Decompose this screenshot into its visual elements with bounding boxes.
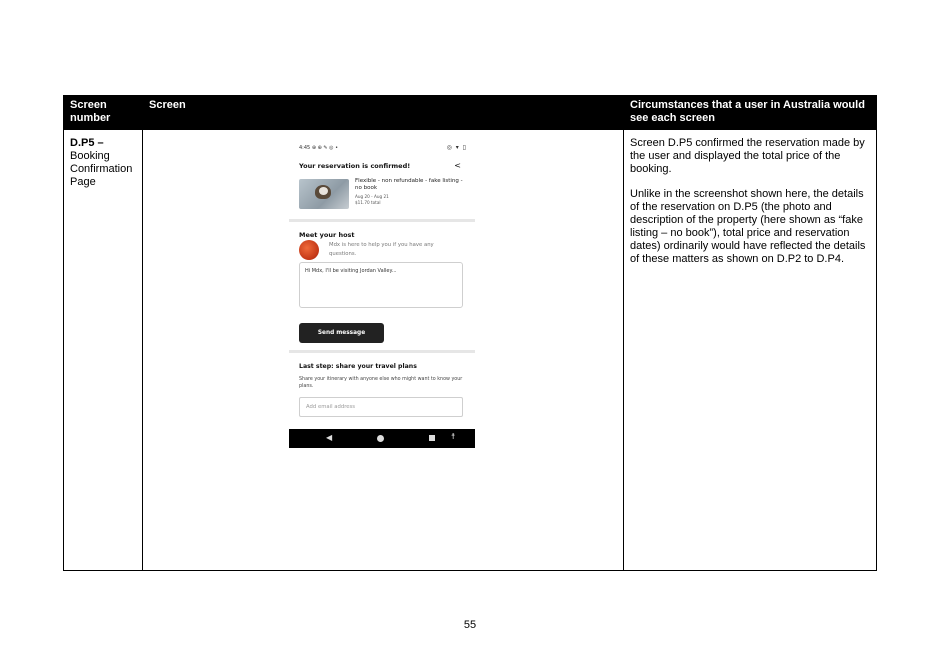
header-screen: Screen — [149, 99, 186, 111]
listing-total: $11.70 total — [355, 200, 381, 205]
header-screen-number: Screen number — [70, 99, 111, 124]
share-icon[interactable]: < — [454, 161, 461, 170]
last-step-heading: Last step: share your travel plans — [299, 363, 417, 370]
android-nav-bar — [289, 429, 475, 448]
page-number: 55 — [463, 619, 477, 631]
section-divider — [289, 350, 475, 353]
send-message-button[interactable]: Send message — [299, 323, 384, 343]
accessibility-icon[interactable]: ☨ — [451, 432, 456, 441]
header-circumstances: Circumstances that a user in Australia would see each screen — [630, 99, 865, 124]
email-input[interactable] — [299, 397, 463, 417]
screen-name: Booking Confirmation Page — [70, 150, 133, 188]
home-icon[interactable] — [377, 435, 384, 442]
status-time: 4:45 ⊕ ⊕ ✎ ◎ • — [299, 145, 339, 151]
status-right-icons: ◎ ▾ ▯ — [446, 144, 467, 151]
listing-photo — [299, 179, 349, 209]
screen-table — [63, 95, 877, 571]
listing-dates: Aug 20 - Aug 21 — [355, 194, 389, 199]
status-left-icons: ⊕ ⊕ ✎ ◎ • — [311, 145, 339, 151]
description-paragraph-1: Screen D.P5 confirmed the reservation made by the user and displayed the total price of the booking. — [630, 137, 865, 175]
screen-code: D.P5 – — [70, 137, 104, 149]
share-itinerary-text: Share your itinerary with anyone else who might want to know your plans. — [299, 377, 463, 389]
column-divider — [142, 96, 143, 570]
phone-screenshot — [289, 141, 475, 448]
confirmation-title: Your reservation is confirmed! — [299, 162, 411, 170]
table-header-row — [64, 96, 876, 130]
host-avatar — [299, 240, 319, 260]
back-icon[interactable]: ◀ — [326, 433, 333, 442]
column-divider — [623, 96, 624, 570]
section-divider — [289, 219, 475, 222]
recents-icon[interactable] — [429, 435, 435, 441]
meet-host-heading: Meet your host — [299, 231, 355, 239]
listing-title: Flexible - non refundable - fake listing - no book — [355, 178, 463, 191]
host-message: Mdx is here to help you if you have any questions. — [329, 242, 434, 257]
message-input[interactable] — [299, 262, 463, 308]
description-paragraph-2: Unlike in the screenshot shown here, the details of the reservation on D.P5 (the photo and description of the property (here shown as “fake listing – no book”), total price and reservation dates) ordinarily would have reflected the details of these matters as shown on D.P2 to D.P4. — [630, 188, 866, 265]
email-placeholder: Add email address — [306, 404, 356, 410]
message-value: Hi Mdx, I'll be visiting Jordan Valley... — [305, 268, 397, 274]
